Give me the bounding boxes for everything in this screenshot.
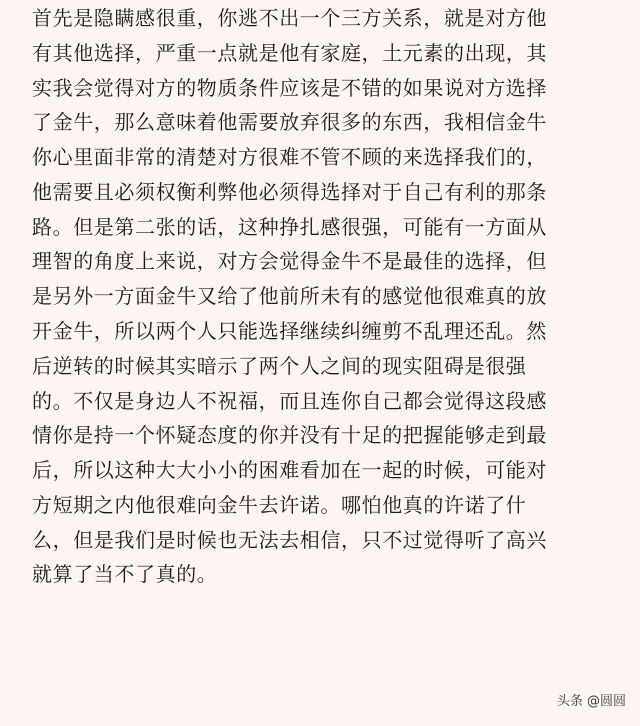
paragraph-line: 情你是持一个怀疑态度的你并没有十足的把握能够走到最 — [32, 423, 547, 447]
paragraph-line: 就算了当不了真的。 — [32, 562, 218, 586]
paragraph-line: 首先是隐瞒感很重，你逃不出一个三方关系，就是对方他 — [32, 6, 547, 30]
paragraph-line: 的。不仅是身边人不祝福，而且连你自己都会觉得这段感 — [32, 389, 547, 413]
paragraph-line: 你心里面非常的清楚对方很难不管不顾的来选择我们的， — [32, 145, 547, 169]
paragraph-line: 他需要且必须权衡利弊他必须得选择对于自己有利的那条 — [32, 180, 547, 204]
paragraph-line: 理智的角度上来说，对方会觉得金牛不是最佳的选择，但 — [32, 249, 547, 273]
paragraph-line: 实我会觉得对方的物质条件应该是不错的如果说对方选择 — [32, 76, 547, 100]
paragraph-line: 方短期之内他很难向金牛去许诺。哪怕他真的许诺了什 — [32, 493, 527, 517]
watermark: 头条 @圆圆 — [556, 694, 626, 709]
paragraph-line: 后，所以这种大大小小的困难看加在一起的时候，可能对 — [32, 458, 547, 482]
paragraph-line: 开金牛，所以两个人只能选择继续纠缠剪不乱理还乱。然 — [32, 319, 547, 343]
paragraph-line: 有其他选择，严重一点就是他有家庭，土元素的出现，其 — [32, 41, 547, 65]
paragraph-line: 么，但是我们是时候也无法去相信，只不过觉得听了高兴 — [32, 528, 547, 552]
paragraph-line: 了金牛，那么意味着他需要放弃很多的东西，我相信金牛 — [32, 110, 547, 134]
paragraph-line: 后逆转的时候其实暗示了两个人之间的现实阻碍是很强 — [32, 354, 527, 378]
paragraph-line: 路。但是第二张的话，这种挣扎感很强，可能有一方面从 — [32, 215, 547, 239]
paragraph-line: 是另外一方面金牛又给了他前所未有的感觉他很难真的放 — [32, 284, 547, 308]
